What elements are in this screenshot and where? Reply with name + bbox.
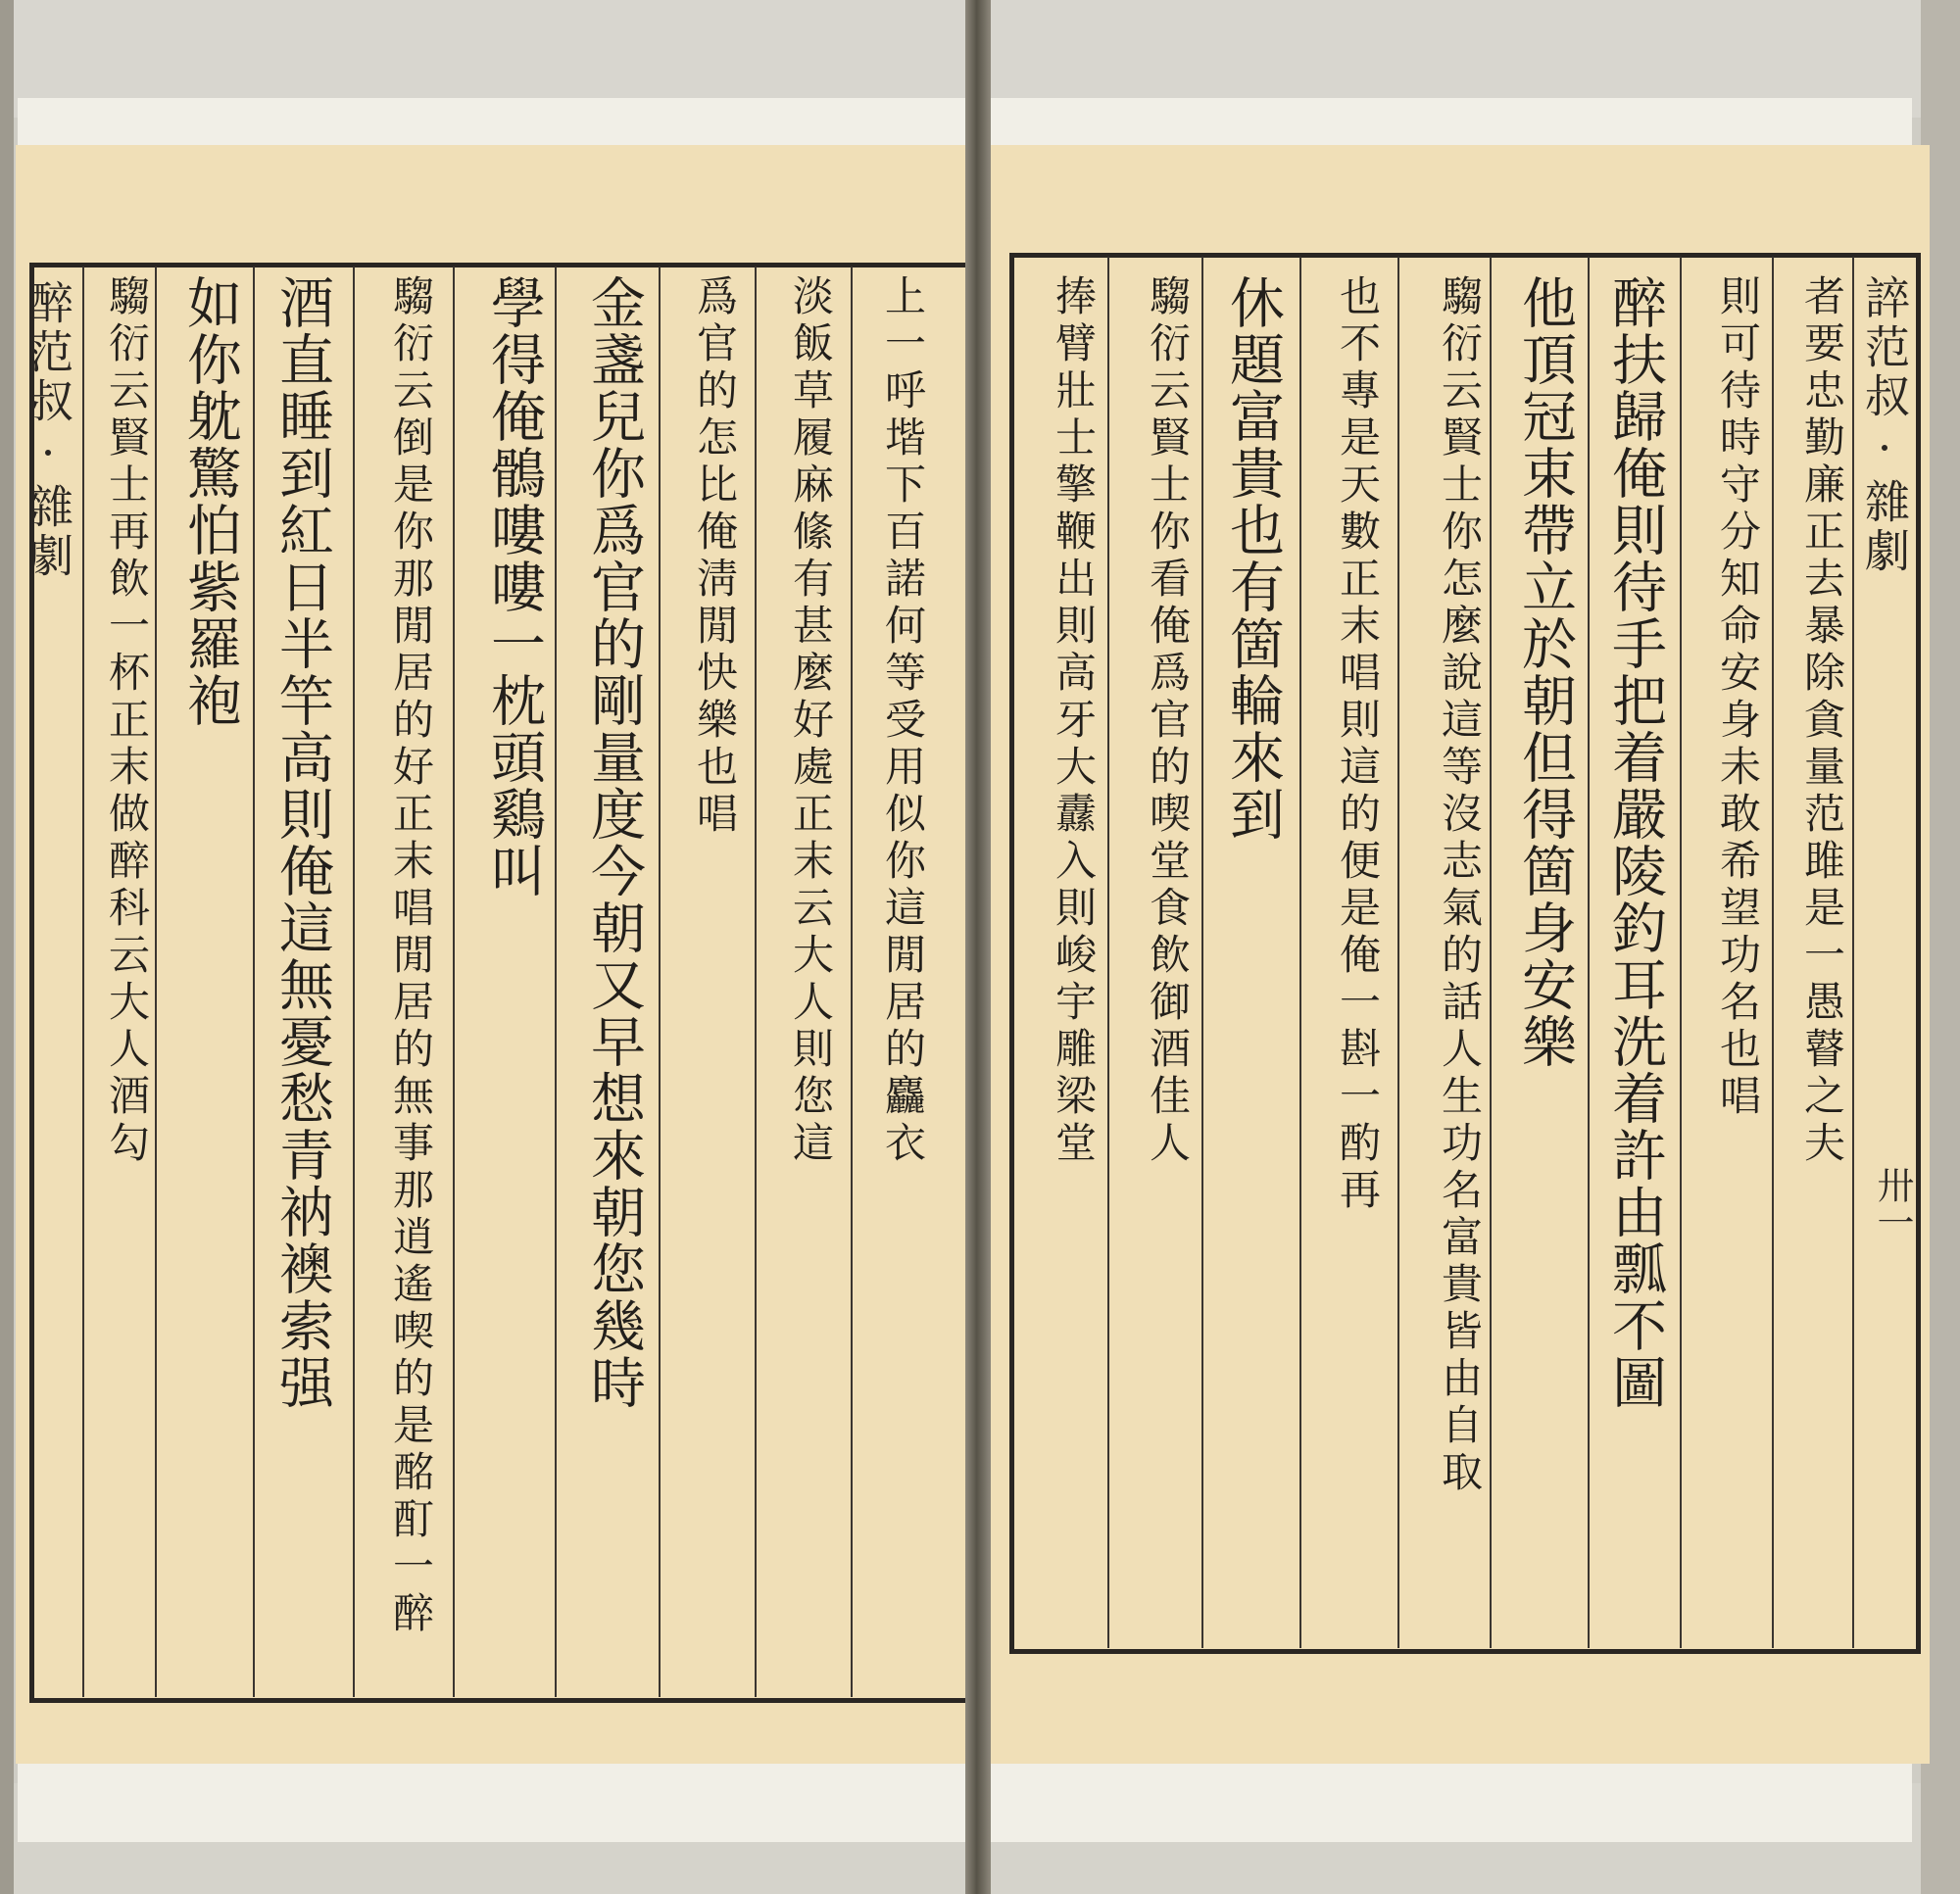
left-rule-5 — [453, 267, 455, 1697]
right-fold-label: 誶范叔·雜劇 — [1858, 274, 1911, 576]
right-page-top-margin — [991, 98, 1912, 145]
left-col-6: 騶衍云倒是你那閒居的好正末唱閒居的無事那逍遙喫的是酩酊一醉 — [387, 274, 435, 1638]
right-col-6: 也不專是天數正末唱則這的便是俺一斟一酌再 — [1334, 274, 1382, 1215]
left-rule-6 — [353, 267, 355, 1697]
left-col-7: 酒直睡到紅日半竿高則俺這無憂愁青衲襖索强 — [270, 274, 334, 1411]
left-rule-7 — [253, 267, 255, 1697]
book-spine — [965, 0, 991, 1894]
right-col-1: 者要忠勤廉正去暴除貪量范雎是一愚瞽之夫 — [1798, 274, 1846, 1168]
right-page-number: 卅一 — [1871, 1166, 1914, 1240]
left-col-9: 騶衍云賢士再飲一杯正末做醉科云大人酒勾 — [103, 274, 151, 1168]
right-col-9: 捧臂壯士擎鞭出則高牙大纛入則峻宇雕梁堂 — [1050, 274, 1098, 1168]
left-col-2: 淡飯草履麻絛有甚麼好處正末云大人則您這 — [787, 274, 835, 1168]
right-col-5: 騶衍云賢士你怎麼說這等沒志氣的話人生功名富貴皆由自取 — [1436, 274, 1484, 1497]
left-fold-rule — [82, 267, 84, 1697]
right-col-2: 則可待時守分知命安身未敢希望功名也唱 — [1714, 274, 1762, 1121]
right-rule-7 — [1201, 257, 1203, 1648]
left-rule-8 — [155, 267, 157, 1697]
right-rule-1 — [1772, 257, 1774, 1648]
left-rule-4 — [555, 267, 557, 1697]
right-rule-5 — [1397, 257, 1399, 1648]
left-page-bottom-margin — [18, 1764, 965, 1842]
left-col-3: 爲官的怎比俺淸閒快樂也唱 — [691, 274, 739, 839]
left-col-4: 金盞兒你爲官的剛量度今朝又早想來朝您幾時 — [582, 274, 646, 1411]
right-col-3: 醉扶歸俺則待手把着嚴陵釣耳洗着許由瓢不圖 — [1603, 274, 1667, 1411]
right-col-8: 騶衍云賢士你看俺爲官的喫堂食飲御酒佳人 — [1144, 274, 1192, 1168]
right-rule-4 — [1490, 257, 1492, 1648]
left-col-1: 上一呼堦下百諾何等受用似你這閒居的麤衣 — [879, 274, 927, 1168]
right-rule-8 — [1107, 257, 1109, 1648]
right-fold-rule — [1852, 257, 1854, 1648]
left-rule-3 — [659, 267, 661, 1697]
left-rule-1 — [851, 267, 853, 1697]
left-col-5: 學得俺鶻嘍嘍一枕頭鷄叫 — [482, 274, 546, 899]
right-col-4: 他頂冠束帶立於朝但得箇身安樂 — [1513, 274, 1577, 1070]
right-rule-3 — [1588, 257, 1590, 1648]
left-page-top-margin — [18, 98, 965, 145]
right-rule-2 — [1680, 257, 1682, 1648]
book-edge-left — [0, 0, 14, 1894]
left-rule-2 — [755, 267, 757, 1697]
left-fold-label: 醉范叔·雜劇 — [22, 279, 74, 581]
right-col-7: 休題富貴也有箇輪來到 — [1221, 274, 1285, 843]
right-page-bottom-margin — [991, 1764, 1912, 1842]
left-col-8: 如你躭驚怕紫羅袍 — [178, 274, 242, 729]
right-rule-6 — [1299, 257, 1301, 1648]
